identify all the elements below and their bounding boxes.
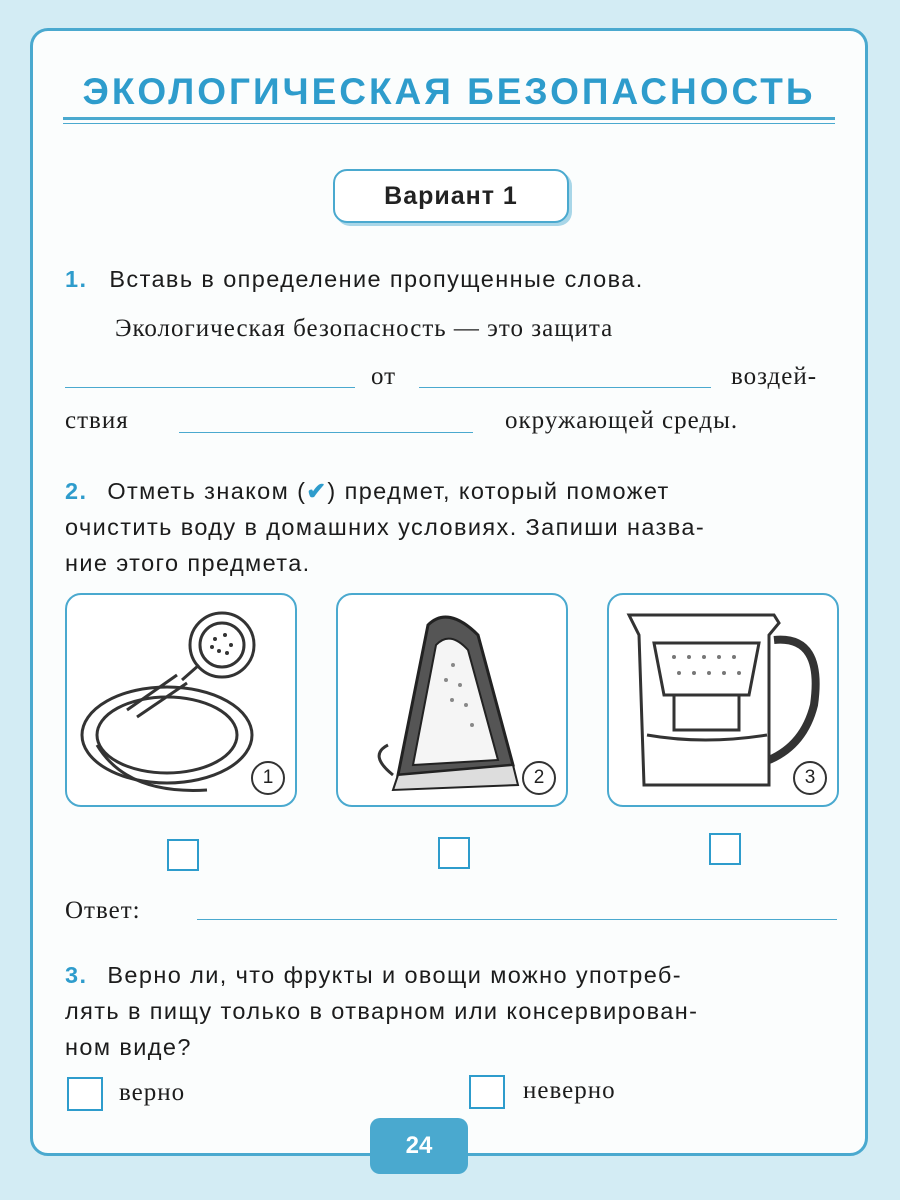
checkbox-true[interactable] (67, 1077, 103, 1111)
word-stviya: ствия (65, 407, 129, 434)
option-number-3: 3 (793, 761, 827, 795)
answer-blank-3[interactable] (179, 432, 473, 433)
question-3-text: Верно ли, что фрукты и овощи можно употреб- (107, 962, 683, 988)
option-false-label: неверно (523, 1077, 616, 1104)
checkbox-option-1[interactable] (167, 839, 199, 871)
question-2-text-b: ) предмет, который поможет (327, 478, 670, 504)
page-title: ЭКОЛОГИЧЕСКАЯ БЕЗОПАСНОСТЬ (82, 71, 816, 112)
checkbox-option-2[interactable] (438, 837, 470, 869)
option-number-2: 2 (522, 761, 556, 795)
question-1-prompt (65, 261, 644, 297)
question-3-line-3: ном виде? (65, 1034, 192, 1060)
option-card-3 (607, 593, 839, 807)
option-card-1 (65, 593, 297, 807)
word-ot: от (371, 363, 397, 390)
checkbox-false[interactable] (469, 1075, 505, 1109)
answer-label: Ответ: (65, 897, 141, 924)
title-underline (63, 117, 835, 120)
question-2-line-1 (65, 473, 855, 509)
question-2-line-2: очистить воду в домашних условиях. Запиши назва- (65, 514, 706, 540)
option-card-2 (336, 593, 568, 807)
definition-line-1: Экологическая безопасность — это защита (115, 315, 614, 342)
question-3-number: 3. (65, 962, 88, 988)
question-1-text: Вставь в определение пропущенные слова. (109, 266, 644, 292)
checkbox-option-3[interactable] (709, 833, 741, 865)
option-true-label: верно (119, 1079, 186, 1106)
word-vozdeistviya: воздей- (731, 363, 818, 390)
question-1-number: 1. (65, 266, 88, 292)
worksheet-page (30, 28, 868, 1156)
answer-blank-1[interactable] (65, 387, 355, 388)
check-mark-icon: ✔ (306, 478, 328, 504)
question-2-number: 2. (65, 478, 88, 504)
question-3-line-1 (65, 957, 855, 993)
question-2-line-3: ние этого предмета. (65, 550, 311, 576)
word-environment: окружающей среды. (505, 407, 739, 434)
title-underline-thin (63, 123, 835, 124)
answer-blank-2[interactable] (419, 387, 711, 388)
variant-label: Вариант 1 (333, 169, 569, 223)
question-2-text-a: Отметь знаком ( (107, 478, 307, 504)
question-3-line-2: лять в пищу только в отварном или консервирован- (65, 998, 699, 1024)
answer-blank-q2[interactable] (197, 919, 837, 920)
option-number-1: 1 (251, 761, 285, 795)
page-number: 24 (370, 1118, 468, 1174)
